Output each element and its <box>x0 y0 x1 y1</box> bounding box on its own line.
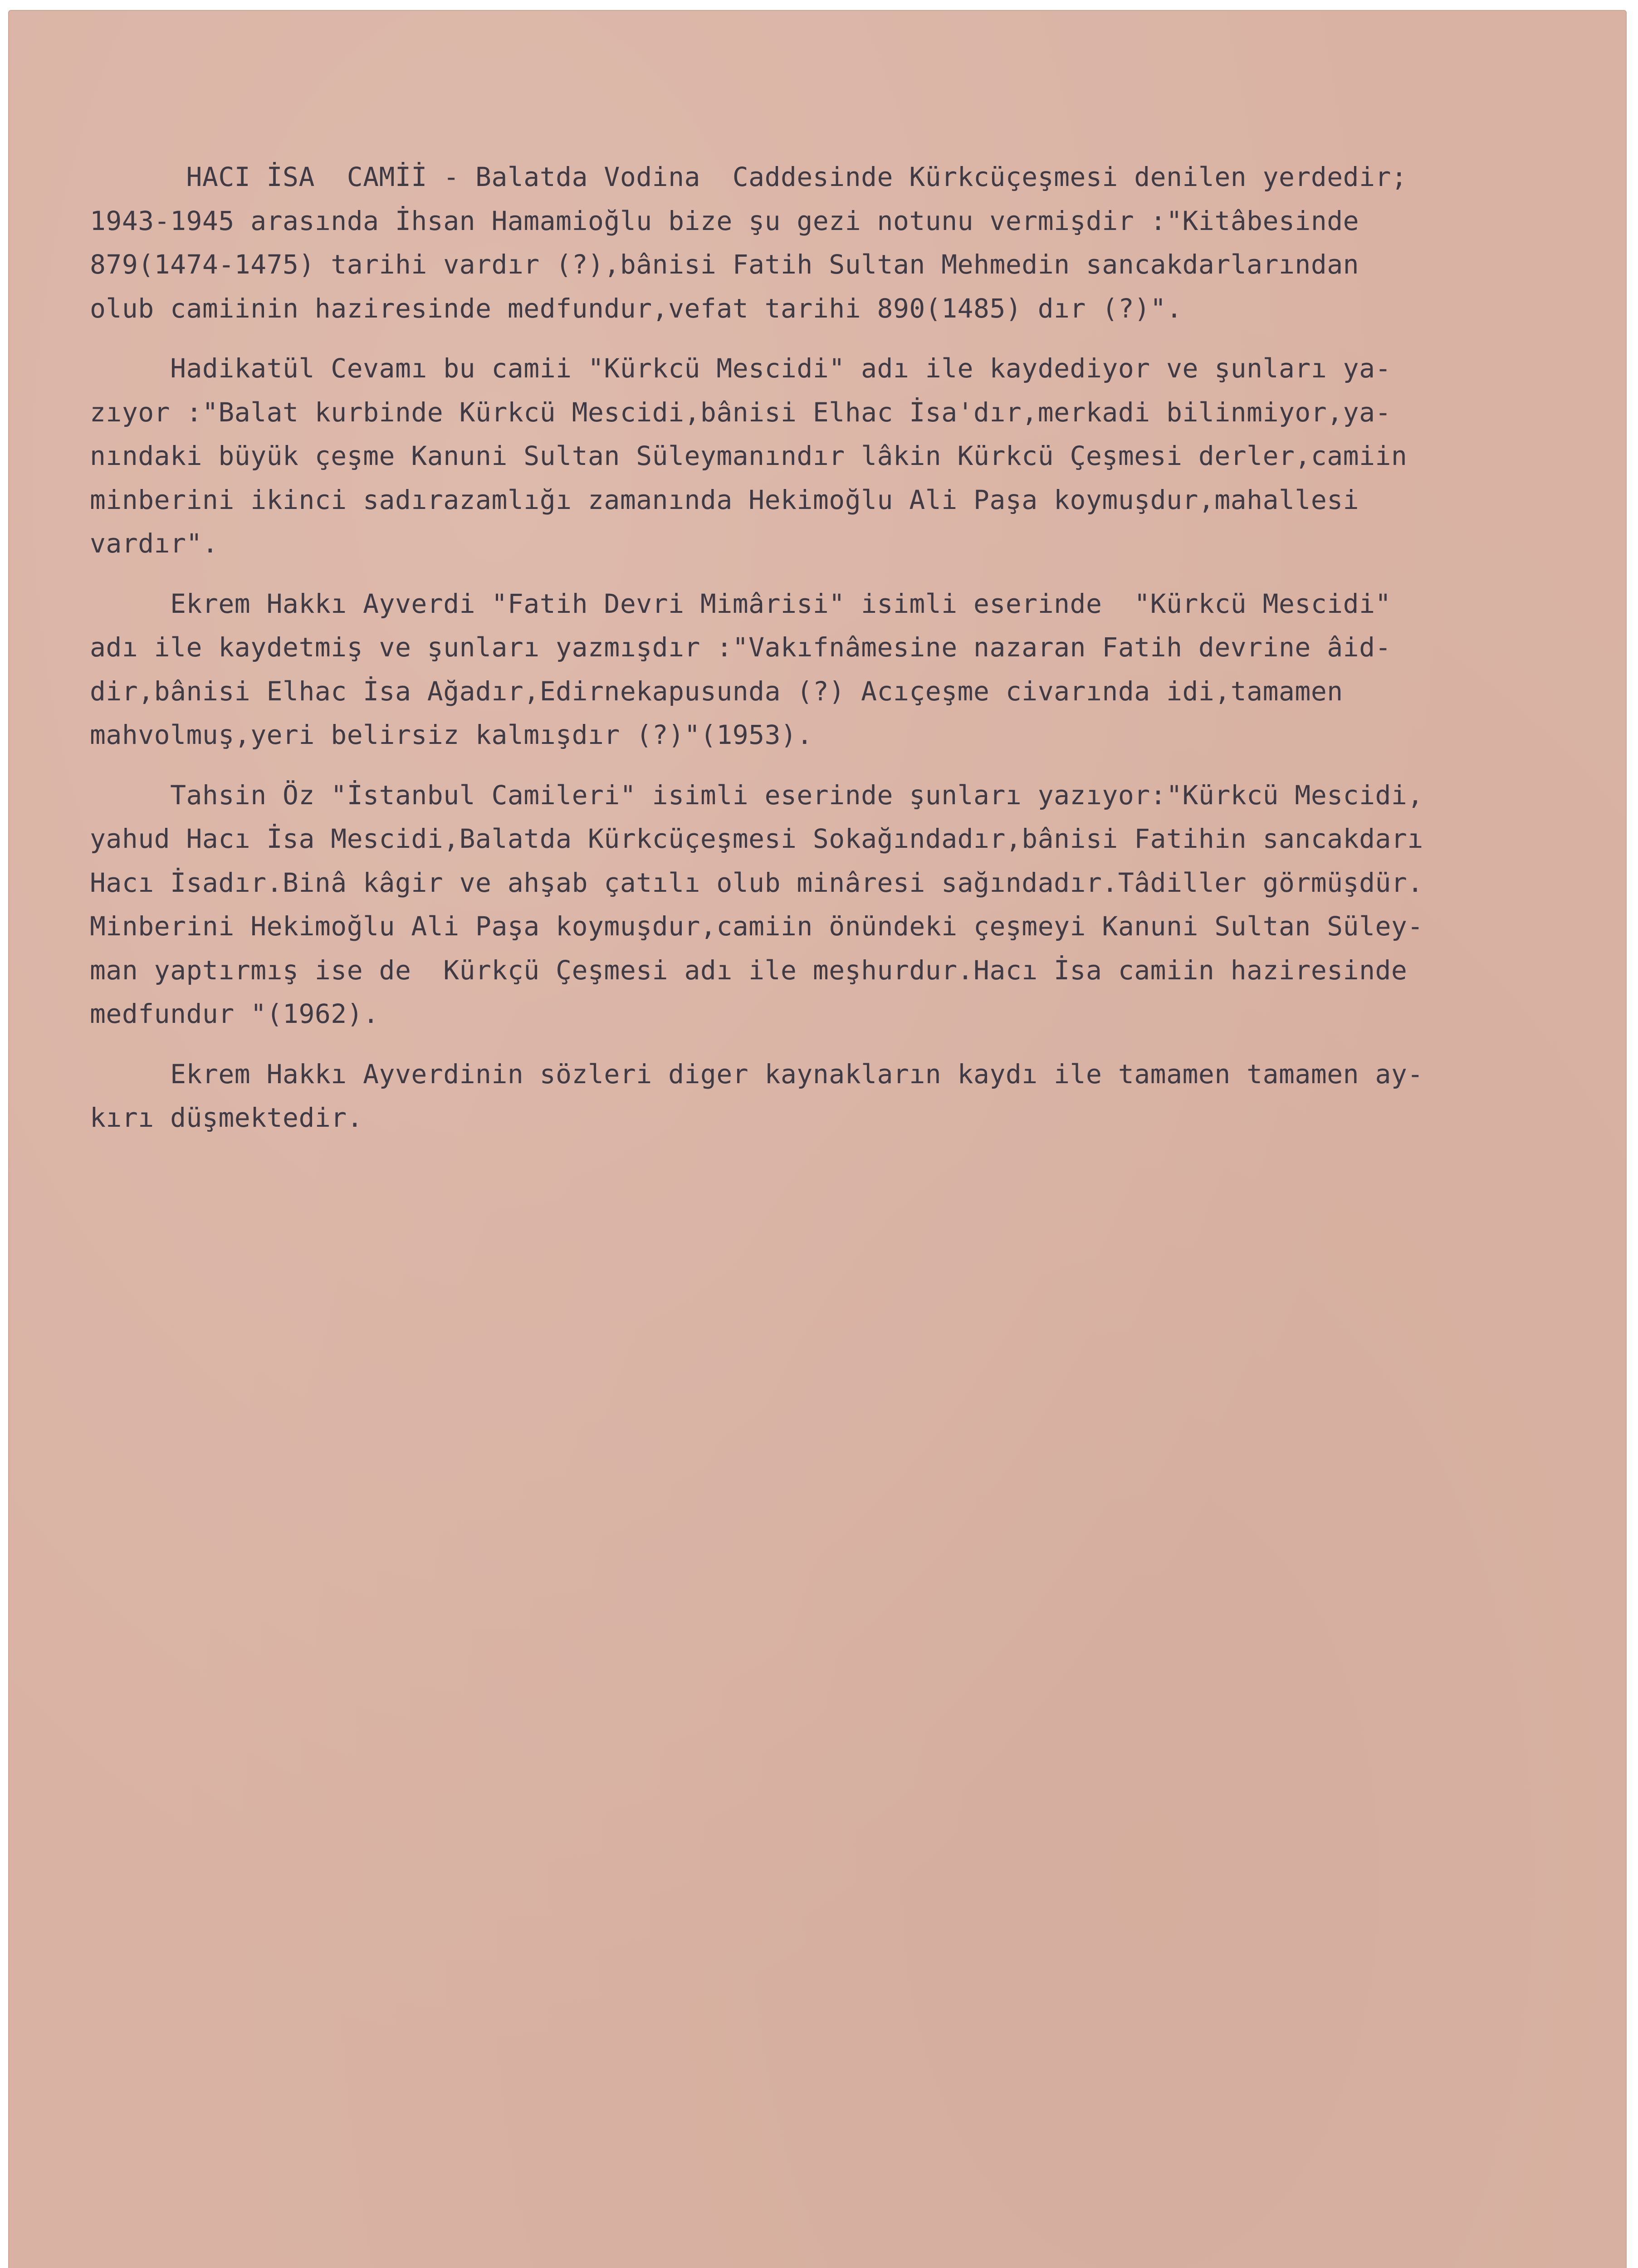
text-line: medfundur "(1962). <box>90 998 379 1029</box>
text-line: kırı düşmektedir. <box>90 1102 363 1133</box>
paragraph-haci-isa-camii <box>90 155 1614 330</box>
typewritten-page <box>8 10 1627 2268</box>
paragraph-ekrem-hakki-ayverdi <box>90 582 1614 757</box>
text-line: adı ile kaydetmiş ve şunları yazmışdır :"Vakıfnâmesine nazaran Fatih devrine âid- <box>90 632 1391 663</box>
text-line: HACI İSA CAMİİ - Balatda Vodina Caddesinde Kürkcüçeşmesi denilen yerdedir; <box>90 161 1408 192</box>
paragraph-conclusion <box>90 1052 1614 1140</box>
text-line: 1943-1945 arasında İhsan Hamamioğlu bize şu gezi notunu vermişdir :"Kitâbesinde <box>90 205 1359 236</box>
text-line: zıyor :"Balat kurbinde Kürkcü Mescidi,bânisi Elhac İsa'dır,merkadi bilinmiyor,ya- <box>90 396 1391 428</box>
text-line: dir,bânisi Elhac İsa Ağadır,Edirnekapusunda (?) Acıçeşme civarında idi,tamamen <box>90 675 1343 707</box>
text-line: Ekrem Hakkı Ayverdinin sözleri diger kaynakların kaydı ile tamamen tamamen ay- <box>90 1058 1423 1090</box>
text-line: yahud Hacı İsa Mescidi,Balatda Kürkcüçeşmesi Sokağındadır,bânisi Fatihin sancakdarı <box>90 823 1423 854</box>
text-line: Tahsin Öz "İstanbul Camileri" isimli eserinde şunları yazıyor:"Kürkcü Mescidi, <box>90 779 1423 811</box>
paragraph-hadikatul-cevami <box>90 347 1614 566</box>
text-line: minberini ikinci sadırazamlığı zamanında Hekimoğlu Ali Paşa koymuşdur,mahallesi <box>90 484 1359 515</box>
text-line: 879(1474-1475) tarihi vardır (?),bânisi Fatih Sultan Mehmedin sancakdarlarından <box>90 249 1359 280</box>
text-line: Ekrem Hakkı Ayverdi "Fatih Devri Mimârisi" isimli eserinde "Kürkcü Mescidi" <box>90 588 1391 619</box>
text-line: vardır". <box>90 528 219 559</box>
text-line: olub camiinin haziresinde medfundur,vefat tarihi 890(1485) dır (?)". <box>90 293 1183 324</box>
text-line: Hacı İsadır.Binâ kâgir ve ahşab çatılı olub minâresi sağındadır.Tâdiller görmüşdür. <box>90 867 1423 898</box>
document-text <box>90 155 1614 1156</box>
text-line: nındaki büyük çeşme Kanuni Sultan Süleymanındır lâkin Kürkcü Çeşmesi derler,camiin <box>90 440 1408 471</box>
text-line: mahvolmuş,yeri belirsiz kalmışdır (?)"(1953). <box>90 719 813 750</box>
paragraph-tahsin-oz <box>90 773 1614 1036</box>
text-line: Minberini Hekimoğlu Ali Paşa koymuşdur,camiin önündeki çeşmeyi Kanuni Sultan Süley- <box>90 911 1423 942</box>
text-line: Hadikatül Cevamı bu camii "Kürkcü Mescidi" adı ile kaydediyor ve şunları ya- <box>90 353 1391 384</box>
text-line: man yaptırmış ise de Kürkçü Çeşmesi adı ile meşhurdur.Hacı İsa camiin haziresinde <box>90 954 1408 986</box>
